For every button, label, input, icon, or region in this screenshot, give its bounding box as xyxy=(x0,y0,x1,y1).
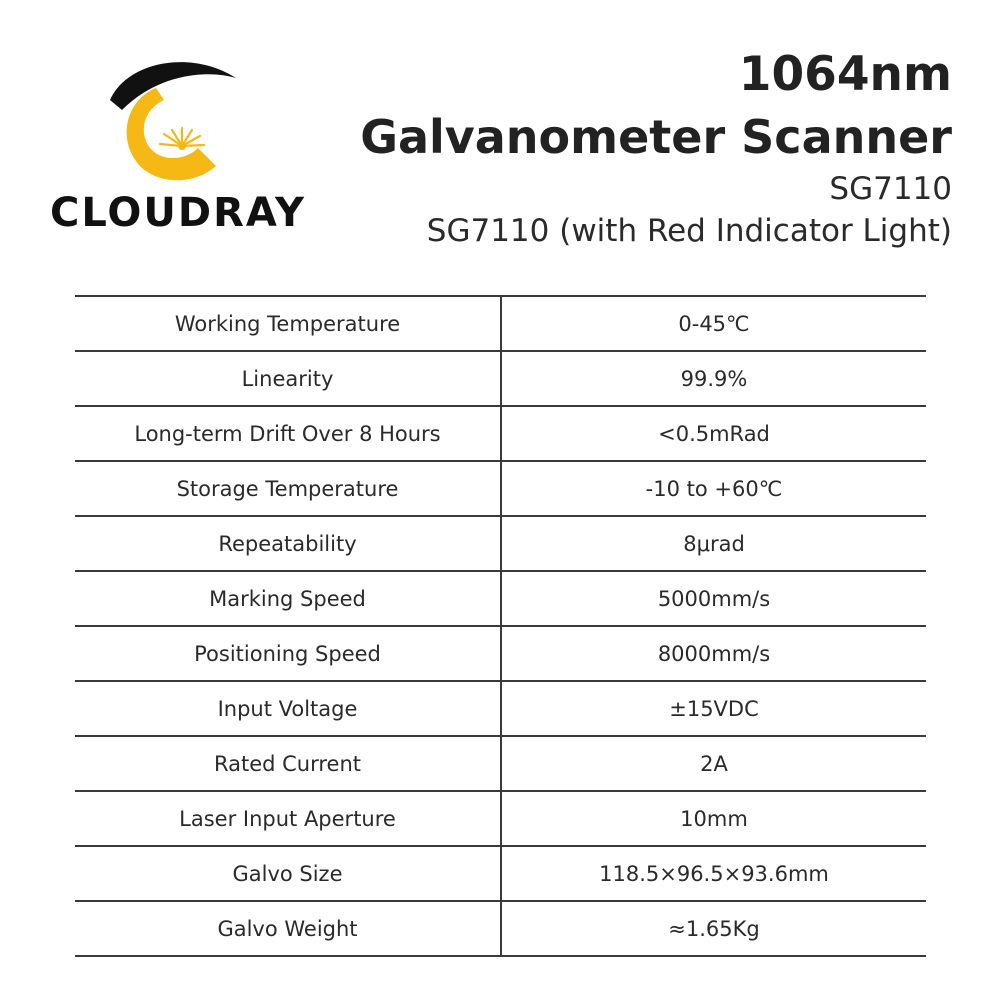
spec-label: Positioning Speed xyxy=(75,626,501,681)
brand-logo xyxy=(40,40,320,240)
spec-label: Working Temperature xyxy=(75,296,501,351)
spec-label: Repeatability xyxy=(75,516,501,571)
table-row xyxy=(75,681,926,736)
spec-value: 118.5×96.5×93.6mm xyxy=(501,846,926,901)
brand-name: CLOUDRAY xyxy=(50,190,306,236)
spec-label: Linearity xyxy=(75,351,501,406)
product-title: Galvanometer Scanner xyxy=(360,110,952,164)
spec-value: 10mm xyxy=(501,791,926,846)
spec-label: Galvo Size xyxy=(75,846,501,901)
spec-value: -10 to +60℃ xyxy=(501,461,926,516)
table-row xyxy=(75,736,926,791)
spec-value: 0-45℃ xyxy=(501,296,926,351)
spec-label: Long-term Drift Over 8 Hours xyxy=(75,406,501,461)
spec-value: 8000mm/s xyxy=(501,626,926,681)
spec-label: Rated Current xyxy=(75,736,501,791)
table-row xyxy=(75,351,926,406)
table-row xyxy=(75,626,926,681)
table-row xyxy=(75,901,926,956)
table-row xyxy=(75,461,926,516)
product-wavelength: 1064nm xyxy=(738,47,952,102)
table-row xyxy=(75,846,926,901)
table-row xyxy=(75,516,926,571)
product-model-variant: SG7110 (with Red Indicator Light) xyxy=(426,213,952,249)
table-row xyxy=(75,571,926,626)
spec-label: Galvo Weight xyxy=(75,901,501,956)
product-title-block xyxy=(360,44,952,252)
spec-label: Input Voltage xyxy=(75,681,501,736)
spec-value: 5000mm/s xyxy=(501,571,926,626)
spec-value: 2A xyxy=(501,736,926,791)
spec-label: Marking Speed xyxy=(75,571,501,626)
spec-label: Laser Input Aperture xyxy=(75,791,501,846)
spec-value: ≈1.65Kg xyxy=(501,901,926,956)
cloudray-logo-icon xyxy=(98,48,248,198)
spec-value: 99.9% xyxy=(501,351,926,406)
spec-table xyxy=(75,295,926,957)
spec-value: 8μrad xyxy=(501,516,926,571)
spec-label: Storage Temperature xyxy=(75,461,501,516)
table-row xyxy=(75,296,926,351)
table-row xyxy=(75,791,926,846)
spec-value: ±15VDC xyxy=(501,681,926,736)
table-row xyxy=(75,406,926,461)
spec-value: <0.5mRad xyxy=(501,406,926,461)
product-model: SG7110 xyxy=(829,171,952,207)
